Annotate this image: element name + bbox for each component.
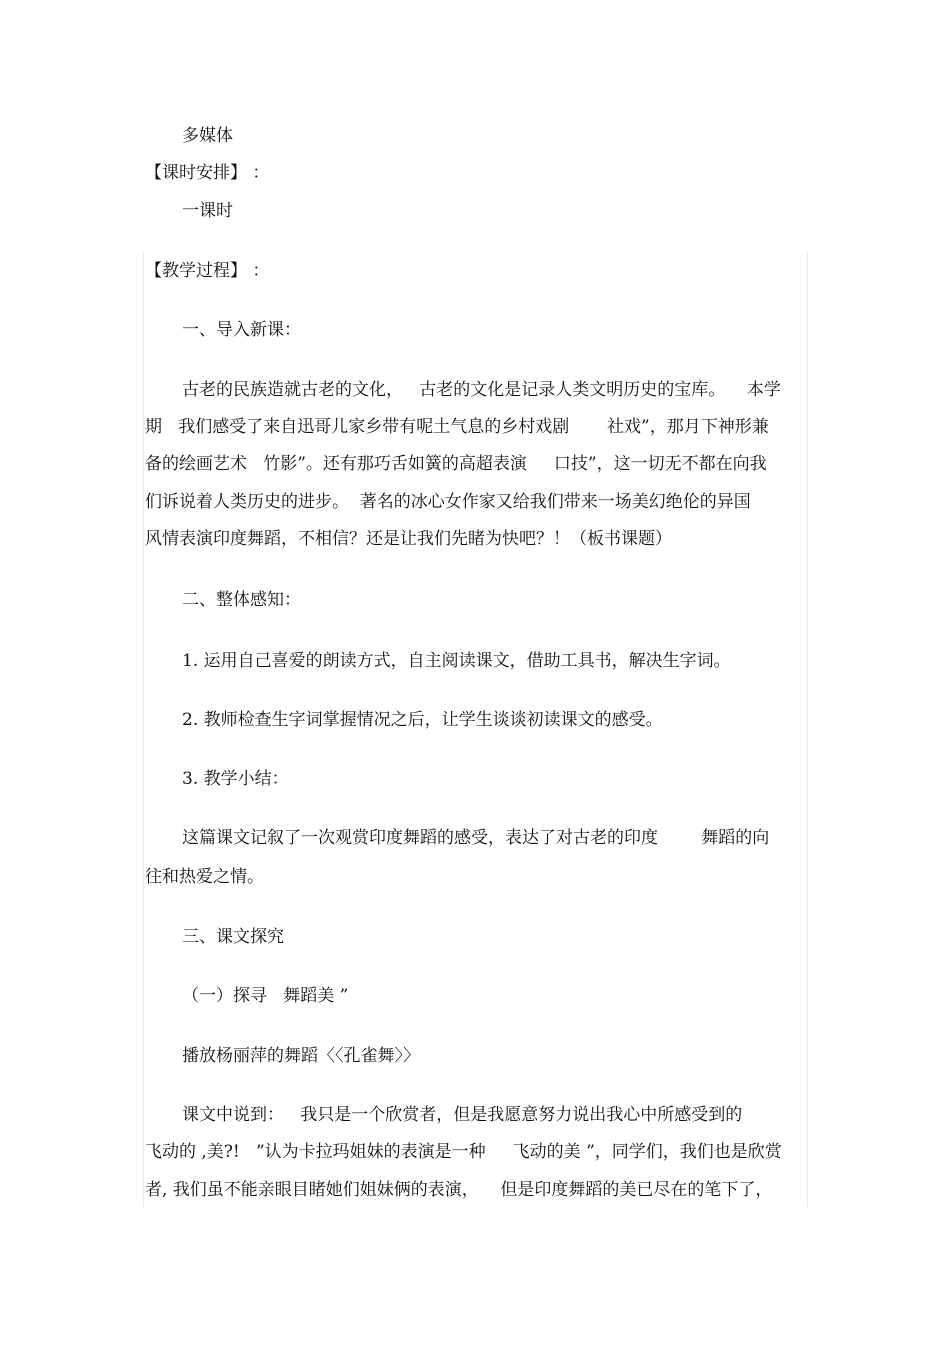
schedule-label: 【课时安排】 ： [145,163,270,183]
summary-line: 这篇课文记叙了一次观赏印度舞蹈的感受，表达了对古老的印度 舞蹈的向 [182,828,770,848]
list-item: 1. 运用自己喜爱的朗读方式，自主阅读课文，借助工具书，解决生字词。 [182,651,731,671]
paragraph-line: 课文中说到： 我只是一个欣赏者，但是我愿意努力说出我心中所感受到的 [182,1105,743,1125]
list-item: 3. 教学小结： [182,769,289,789]
section1-heading: 一、导入新课： [182,320,301,340]
section3-heading: 三、课文探究 [182,927,284,947]
materials-text: 多媒体 [182,126,233,146]
section3-sub-heading: （一）探寻 舞蹈美 ” [182,986,349,1006]
paragraph-line: 期 我们感受了来自迅哥儿家乡带有呢土气息的乡村戏剧 社戏”，那月下神形兼 [145,417,769,437]
list-item: 2. 教师检查生字词掌握情况之后，让学生谈谈初读课文的感受。 [182,710,663,730]
play-instruction: 播放杨丽萍的舞蹈〈〈孔雀舞〉〉 [182,1046,420,1066]
process-label: 【教学过程】 ： [145,261,270,281]
paragraph-line: 飞动的 ,美?! ”认为卡拉玛姐妹的表演是一种 飞动的美 ”，同学们，我们也是欣赏 [145,1142,782,1162]
paragraph-line: 们诉说着人类历史的进步。 著名的冰心女作家又给我们带来一场美幻绝伦的异国 [145,492,751,512]
section2-heading: 二、整体感知： [182,590,301,610]
paragraph-line: 风情表演印度舞蹈，不相信？还是让我们先睹为快吧？！（板书课题） [145,529,672,549]
schedule-value: 一课时 [182,201,233,221]
paragraph-line: 古老的民族造就古老的文化， 古老的文化是记录人类文明历史的宝库。 本学 [182,380,781,400]
paragraph-line: 者, 我们虽不能亲眼目睹她们姐妹俩的表演， 但是印度舞蹈的美已尽在的笔下了， [145,1180,773,1200]
summary-line: 往和热爱之情。 [145,867,264,887]
paragraph-line: 备的绘画艺术 竹影”。还有那巧舌如簧的高超表演 口技”，这一切无不都在向我 [145,454,767,474]
